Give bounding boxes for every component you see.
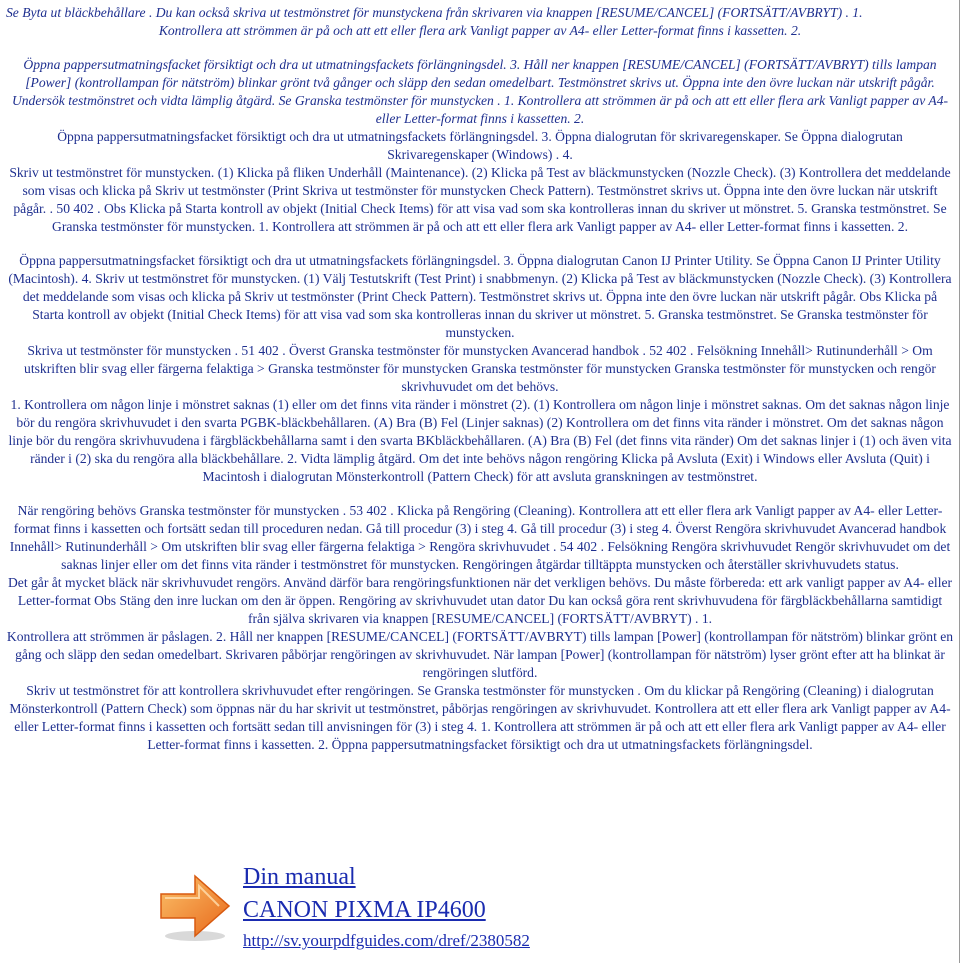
manual-link[interactable]: Din manual <box>243 864 356 890</box>
paragraph: Se Byta ut bläckbehållare . Du kan också skriva ut testmönstret för munstyckena från skrivaren via knappen [RESUME/CANCEL] (FORTSÄTT/AVBRYT) . 1. <box>6 5 863 20</box>
paragraph: Skriv ut testmönstret för munstycken. (1) Klicka på fliken Underhåll (Maintenance). (2) Klicka på Test av bläckmunstycken (Nozzle Check). (3) Kontrollera det meddelande som visas och klicka på Skriv ut testmönster (Print Skriva ut testmönster för munstycken Check Pattern). Testmönstret skrivs ut. Öppna inte den övre luckan när utskrift pågår. . 50 402 . Obs Klicka på Starta kontroll av objekt (Initial Check Items) för att visa vad som ska kontrolleras innan du skriver ut mönstret. 5. Granska testmönstret. Se Granska testmönster för munstycken. 1. Kontrollera att strömmen är på och att ett eller flera ark Vanligt papper av A4- eller Letter-format finns i kassetten. 2. <box>9 165 951 234</box>
paragraph-gap <box>6 40 954 56</box>
paragraph: 1. Kontrollera om någon linje i mönstret saknas (1) eller om det finns vita ränder i mönstret (2). (1) Kontrollera om någon linje i mönstret saknas. Om det saknas någon linje bör du rengöra skrivhuvudet i den svarta PGBK-bläckbehållaren. (A) Bra (B) Fel (Linjer saknas) (2) Kontrollera om det finns vita ränder i mönstret. Om det saknas någon linje bör du rengöra skrivhuvudena i färgbläckbehållarna samt i den svarta BKbläckbehållaren. (A) Bra (B) Fel (det finns vita ränder) Om det saknas linjer i (1) och även vita ränder i (2) ska du rengöra alla bläckbehållare. 2. Vidta lämplig åtgärd. Om det inte behövs någon rengöring Klicka på Avsluta (Exit) i Windows eller Avsluta (Quit) i Macintosh i dialogrutan Mönsterkontroll (Pattern Check) för att avsluta granskningen av testmönstret. <box>8 397 952 484</box>
paragraph: Öppna pappersutmatningsfacket försiktigt och dra ut utmatningsfackets förlängningsdel. 3. Håll ner knappen [RESUME/CANCEL] (FORTSÄTT/AVBRYT) tills lampan [Power] (kontrollampan för nätström) blinkar grönt två gånger och släpp den sedan omedelbart. Testmönstret skrivs ut. Öppna inte den övre luckan när utskrift pågår. Undersök testmönstret och vidta lämplig åtgärd. Se Granska testmönster för munstycken . 1. Kontrollera att strömmen är på och att ett eller flera ark Vanligt papper av A4- eller Letter-format finns i kassetten. 2. <box>11 57 949 126</box>
paragraph: Kontrollera att strömmen är påslagen. 2. Håll ner knappen [RESUME/CANCEL] (FORTSÄTT/AVBRYT) tills lampan [Power] (kontrollampan för nätström) blinkar grönt en gång och släpp den sedan omedelbart. Skrivaren påbörjar rengöringen av skrivhuvudet. När lampan [Power] (kontrollampan för nätström) lyser grönt efter att ha blinkat är rengöringen slutförd. <box>6 629 954 680</box>
document-body <box>6 4 954 754</box>
paragraph: Skriva ut testmönster för munstycken . 51 402 . Överst Granska testmönster för munstycken Avancerad handbok . 52 402 . Felsökning Innehåll> Rutinunderhåll > Om utskriften blir svag eller färgerna felaktiga > Granska testmönster för munstycken Granska testmönster för munstycken Granska testmönster för munstycken och rengör skrivhuvudet om det behövs. <box>24 343 936 394</box>
url-link[interactable]: http://sv.yourpdfguides.com/dref/2380582 <box>243 931 530 950</box>
orange-arrow-icon <box>155 864 235 944</box>
paragraph: Det går åt mycket bläck när skrivhuvudet rengörs. Använd därför bara rengöringsfunktionen när det verkligen behövs. Du måste förbereda: ett ark vanligt papper av A4- eller Letter-format Obs Stäng den inre luckan om den är öppen. Rengöring av skrivhuvudet utan dator Du kan också göra rent skrivhuvudena för färgbläckbehållarna samtidigt från själva skrivaren via knappen [RESUME/CANCEL] (FORTSÄTT/AVBRYT) . 1. <box>7 575 953 626</box>
paragraph: När rengöring behövs Granska testmönster för munstycken . 53 402 . Klicka på Rengöring (Cleaning). Kontrollera att ett eller flera ark Vanligt papper av A4- eller Letter-format finns i kassetten och fortsätt sedan till proceduren nedan. Gå till procedur (3) i steg 4. Gå till procedur (3) i steg 4. Överst Rengöra skrivhuvudet Avancerad handbok Innehåll> Rutinunderhåll > Om utskriften blir svag eller färgerna felaktiga > Rengöra skrivhuvudet . 54 402 . Felsökning Rengöra skrivhuvudet Rengör skrivhuvudet om det saknas linjer eller om det finns vita ränder i testmönstret för munstycken. Rengöringen åtgärdar tilltäppta munstycken och återställer skrivhuvudets status. <box>9 503 951 572</box>
model-link[interactable]: CANON PIXMA IP4600 <box>243 897 486 923</box>
paragraph: Skriv ut testmönstret för att kontrollera skrivhuvudet efter rengöringen. Se Granska testmönster för munstycken . Om du klickar på Rengöring (Cleaning) i dialogrutan Mönsterkontroll (Pattern Check) som öppnas när du har skrivit ut testmönstret, påbörjas rengöringen av skrivhuvudet. Kontrollera att ett eller flera ark Vanligt papper av A4- eller Letter-format finns i kassetten och fortsätt sedan till anvisningen för (3) i steg 4. 1. Kontrollera att strömmen är på och att ett eller flera ark Vanligt papper av A4- eller Letter-format finns i kassetten. 2. Öppna pappersutmatningsfacket försiktigt och dra ut utmatningsfackets förlängningsdel. <box>9 683 951 752</box>
paragraph: Öppna pappersutmatningsfacket försiktigt och dra ut utmatningsfackets förlängningsdel. 3. Öppna dialogrutan Canon IJ Printer Utility. Se Öppna Canon IJ Printer Utility (Macintosh). 4. Skriv ut testmönstret för munstycken. (1) Välj Testutskrift (Test Print) i snabbmenyn. (2) Klicka på Test av bläckmunstycken (Nozzle Check). (3) Kontrollera det meddelande som visas och klicka på Skriv ut testmönster (Print Check Pattern). Testmönstret skrivs ut. Öppna inte den övre luckan när utskrift pågår. Obs Klicka på Starta kontroll av objekt (Initial Check Items) för att visa vad som ska kontrolleras innan du skriver ut mönstret. 5. Granska testmönstret. Se Granska testmönster för munstycken. <box>8 253 952 340</box>
paragraph-gap <box>6 486 954 502</box>
paragraph-gap <box>6 236 954 252</box>
manual-links <box>243 862 530 952</box>
manual-footer <box>155 862 675 958</box>
paragraph: Kontrollera att strömmen är på och att ett eller flera ark Vanligt papper av A4- eller Letter-format finns i kassetten. 2. <box>158 23 802 38</box>
paragraph: Öppna pappersutmatningsfacket försiktigt och dra ut utmatningsfackets förlängningsdel. 3. Öppna dialogrutan för skrivaregenskaper. Se Öppna dialogrutan Skrivaregenskaper (Windows) . 4. <box>57 129 903 162</box>
